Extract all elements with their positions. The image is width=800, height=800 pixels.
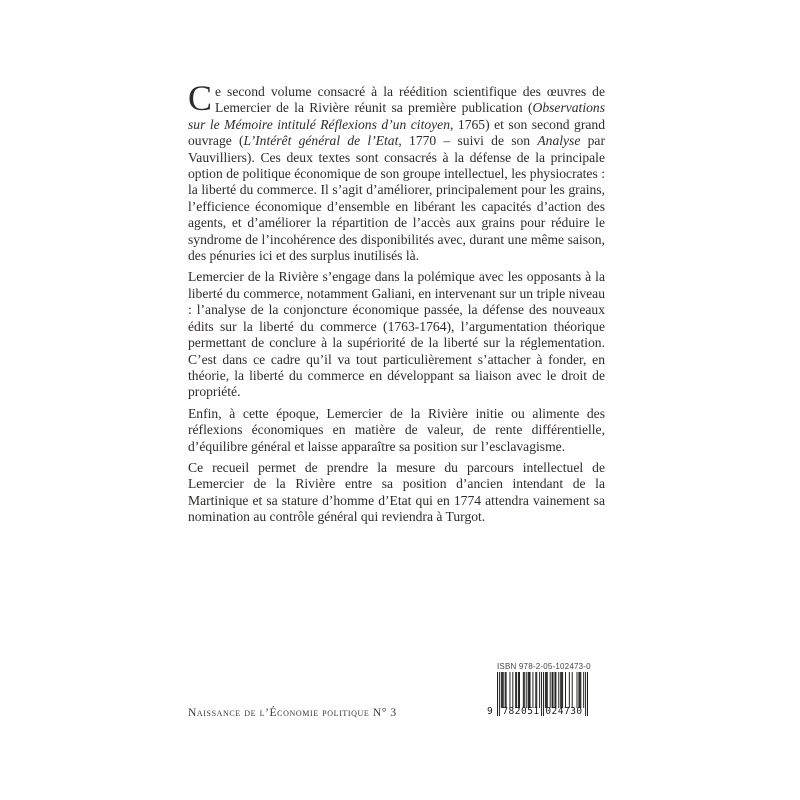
- barcode-digits-right: 024730: [545, 706, 583, 717]
- isbn-barcode-block: [487, 662, 591, 717]
- body-paragraphs: [188, 78, 605, 526]
- body-text: [188, 78, 605, 531]
- drop-cap-letter: C: [188, 78, 213, 118]
- paragraph-3: [188, 406, 605, 455]
- paragraph-4: [188, 460, 605, 526]
- paragraph-1: [188, 78, 605, 264]
- text-segment: Enfin, à cette époque, Lemercier de la Rivière initie ou alimente des réflexions économiques en matière de valeur, de rente différentielle, d’équilibre général et laisse apparaître sa position sur l’esclavagisme.: [188, 405, 605, 454]
- barcode-digit-first: 9: [487, 706, 493, 717]
- barcode-digits-left: 782051: [502, 706, 540, 717]
- ean13-barcode: [487, 672, 588, 717]
- series-label: Naissance de l’Économie politique N° 3: [188, 707, 397, 719]
- barcode-digits: [487, 706, 588, 717]
- text-segment: Ce recueil permet de prendre la mesure du parcours intellectuel de Lemercier de la Rivière entre sa position d’ancien intendant de la Martinique et sa stature d’homme d’Etat qui en 1774 attendra vainement sa nomination au contrôle général qui reviendra à Turgot.: [188, 459, 605, 525]
- paragraph-2: [188, 269, 605, 400]
- text-segment: par Vauvilliers). Ces deux textes sont consacrés à la défense de la principale option de politique économique de son groupe intellectuel, les physiocrates : la liberté du commerce. Il s’agit d’améliorer, principalement pour les grains, l’efficience économique d’ensemble en libérant les capacités d’action des agents, et d’améliorer la répartition de l’accès aux grains pour réduire le syndrome de l’incohérence des disponibilités avec, durant une même saison, des pénuries ici et des surplus inutilisés là.: [188, 133, 605, 264]
- text-segment: Lemercier de la Rivière s’engage dans la polémique avec les opposants à la liberté du commerce, notamment Galiani, en intervenant sur un triple niveau : l’analyse de la conjoncture économique passée, la défense des nouveaux édits sur la liberté du commerce (1763-1764), l’argumentation théorique permettant de conclure à la supériorité de la liberté sur la réglementation. C’est dans ce cadre qu’il va tout particulièrement s’attacher à fonder, en théorie, la liberté du commerce en développant sa liaison avec le droit de propriété.: [188, 269, 605, 400]
- text-segment: e second volume consacré à la réédition scientifique des œuvres de Lemercier de la Rivière réunit sa première publication (: [215, 84, 605, 116]
- text-segment: , 1770 – suivi de son: [398, 133, 538, 149]
- italic-segment: Analyse: [537, 133, 581, 149]
- isbn-label: ISBN 978-2-05-102473-0: [497, 662, 591, 671]
- italic-segment: Observations sur le Mémoire intitulé Réflexions d’un citoyen: [188, 100, 605, 132]
- text-segment: , 1765) et son second grand ouvrage (: [188, 116, 605, 149]
- italic-segment: L’Intérêt général de l’Etat: [243, 133, 399, 149]
